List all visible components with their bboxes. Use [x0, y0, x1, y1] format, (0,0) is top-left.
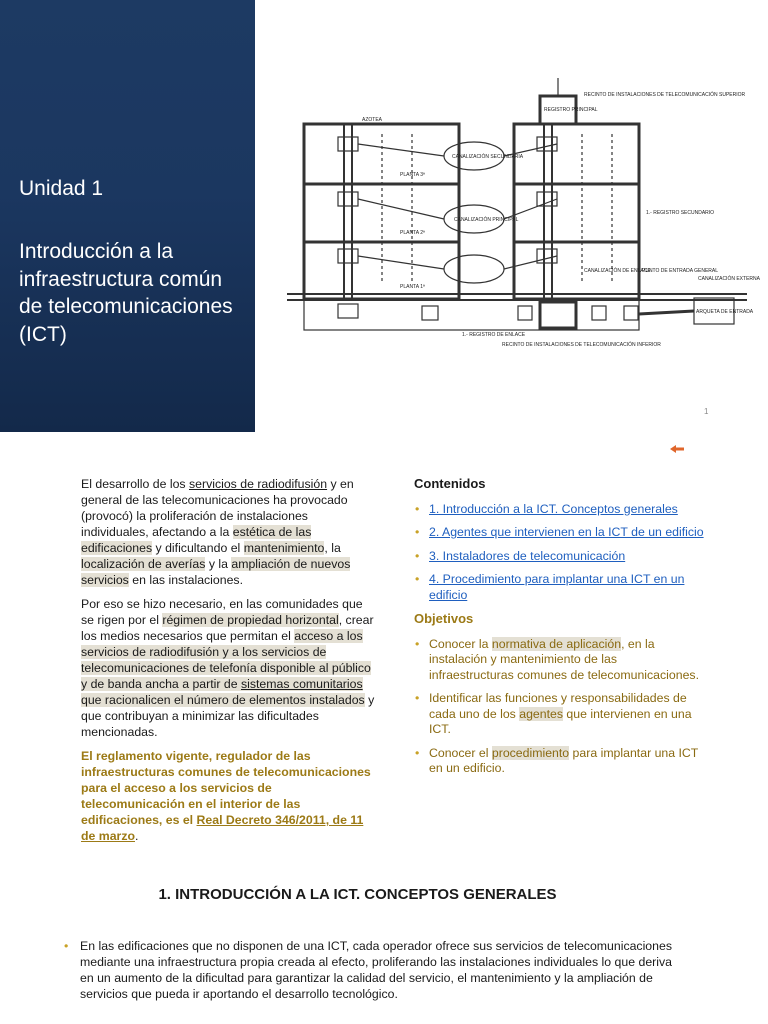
diagram-label: 1.- REGISTRO DE ENLACE — [462, 332, 526, 338]
diagram-label: PLANTA 1ª — [400, 284, 425, 290]
list-item: • Conocer el procedimiento para implantar una ICT en un edificio. — [415, 745, 699, 775]
diagram-label: RECINTO DE INSTALACIONES DE TELECOMUNICACIÓN INFERIOR — [502, 342, 661, 348]
objectives-heading: Objetivos — [414, 611, 474, 626]
diagram-label: RECINTO DE INSTALACIONES DE TELECOMUNICACIÓN SUPERIOR — [584, 92, 746, 98]
text-run: y en general de las telecomunicaciones ha provocado (provocó) la proliferación de instalaciones individuales, afectando a la — [81, 477, 354, 539]
unit-label: Unidad 1 — [19, 177, 104, 200]
text-run: Identificar las funciones y responsabilidades de cada uno de los — [429, 691, 687, 721]
text-run: mantenimiento — [243, 541, 325, 555]
list-item: • Identificar las funciones y responsabilidades de cada uno de los agentes que intervienen en una ICT. — [415, 691, 692, 736]
diagram-label: PLANTA 2ª — [400, 230, 425, 236]
text-run: , la — [324, 541, 341, 555]
list-item: • 2. Agentes que intervienen en la ICT de un edificio — [415, 525, 704, 539]
text-run: acceso a los servicios de radiodifusión y a los servicios de telecomunicaciones de telefonía disponible al público y de banda ancha a partir de — [81, 629, 371, 691]
list-item: • 1. Introducción a la ICT. Conceptos generales — [415, 501, 678, 516]
intro-paragraph-1 — [81, 476, 377, 588]
text-run: normativa de aplicación — [491, 636, 622, 651]
text-run: localización de averías — [81, 557, 206, 571]
toc-link-1[interactable]: 1. Introducción a la ICT. Conceptos generales — [429, 501, 678, 516]
diagram-label: REGISTRO PRINCIPAL — [544, 107, 598, 113]
diagram-label: PLANTA 3ª — [400, 172, 425, 178]
text-run: . — [135, 829, 139, 843]
text-run: régimen de propiedad horizontal — [162, 613, 339, 627]
title-panel — [0, 0, 255, 432]
objectives-list — [414, 637, 704, 777]
section-title: 1. INTRODUCCIÓN A LA ICT. CONCEPTOS GENERALES — [158, 886, 557, 903]
decree-link[interactable]: Real Decreto 346/2011, de 11 de marzo — [81, 813, 364, 843]
text-run: ampliación de nuevos servicios — [81, 557, 351, 587]
text-run: El desarrollo de los — [81, 477, 189, 491]
diagram-label: ARQUETA DE ENTRADA — [696, 309, 754, 315]
intro-paragraph-2 — [81, 596, 377, 740]
contents-heading: Contenidos — [414, 476, 486, 491]
diagram-label: CANALIZACIÓN PRINCIPAL — [454, 217, 519, 223]
text-run: El reglamento vigente, regulador de las infraestructuras comunes de telecomunicaciones para el acceso a los servicios de telecomunicación en el interior de las edificaciones, es el — [81, 749, 371, 827]
section-body — [64, 938, 674, 1004]
diagram-label: PUNTO DE ENTRADA GENERAL — [642, 268, 719, 274]
text-run: en las instalaciones. — [128, 573, 243, 587]
text-run: y que contribuyan a minimizar las dificultades mencionadas. — [81, 693, 375, 739]
contents-column — [414, 476, 704, 785]
unit-title: Introducción a la infraestructura común de telecomunicaciones (ICT) — [19, 240, 233, 346]
text-run: servicios de radiodifusión — [189, 477, 328, 491]
diagram-label: AZOTEA — [362, 117, 383, 123]
text-run: agentes — [519, 706, 564, 721]
list-item: • Conocer la normativa de aplicación, en la instalación y mantenimiento de las infraestructuras comunes de telecomunicaciones. — [415, 636, 699, 682]
slide-number: 1 — [704, 407, 709, 416]
toc-link-2[interactable]: 2. Agentes que intervienen en la ICT de un edificio — [429, 525, 704, 539]
toc-link-3[interactable]: 3. Instaladores de telecomunicación — [429, 548, 626, 563]
text-run: procedimiento — [491, 745, 570, 760]
text-run: sistemas comunitarios — [240, 677, 363, 691]
text-run: que racionalicen el número de elementos instalados — [81, 693, 365, 707]
bullet-text: En las edificaciones que no disponen de una ICT, cada operador ofrece sus servicios de telecomunicaciones mediante una infraestructura propia creada al efecto, proliferando las instalaciones individuales lo que deriva en un aumento de la dificultad para garantizar la calidad del servicio, el mantenimiento y la ampliación de servicios que pueda ir aportando el desarrollo tecnológico. — [80, 939, 672, 1001]
text-run: Conocer el — [429, 745, 492, 760]
list-item: • 3. Instaladores de telecomunicación — [415, 548, 626, 563]
diagram-label: CANALIZACIÓN EXTERNA — [698, 276, 760, 282]
text-run: y dificultando el — [152, 541, 244, 555]
text-run: para implantar una ICT en un edificio. — [429, 745, 699, 775]
text-run: estética de las edificaciones — [81, 525, 312, 555]
diagram-label: CANALIZACIÓN SECUNDARIA — [452, 154, 524, 160]
diagram-label: CANALIZACIÓN DE ENLACE — [584, 268, 651, 274]
contents-list — [414, 502, 704, 604]
text-run: y la — [205, 557, 232, 571]
back-arrow-icon[interactable] — [669, 444, 685, 454]
text-run: Por eso se hizo necesario, en las comunidades que se rigen por el — [81, 597, 363, 627]
ict-building-diagram — [282, 74, 760, 380]
intro-text-column — [81, 476, 377, 852]
text-run: Conocer la — [429, 636, 492, 651]
text-run: , en la instalación y mantenimiento de las infraestructuras comunes de telecomunicaciones. — [429, 636, 699, 682]
list-item: • 4. Procedimiento para implantar una ICT en un edificio — [415, 572, 685, 602]
text-run: que intervienen en una ICT. — [429, 706, 692, 736]
text-run: , crear los medios necesarios que permitan el — [81, 613, 374, 643]
intro-paragraph-3 — [81, 748, 377, 844]
list-item: • En las edificaciones que no disponen de una ICT, cada operador ofrece sus servicios de telecomunicaciones mediante una infraestructura propia creada al efecto, proliferando las instalaciones individuales lo que deriva en un aumento de la dificultad para garantizar la calidad del servicio, el mantenimiento y la ampliación de servicios que pueda ir aportando el desarrollo tecnológico. — [64, 939, 672, 1001]
toc-link-4[interactable]: 4. Procedimiento para implantar una ICT en un edificio — [429, 572, 685, 602]
title-slide — [0, 0, 768, 432]
diagram-label: 1.- REGISTRO SECUNDARIO — [646, 210, 715, 216]
